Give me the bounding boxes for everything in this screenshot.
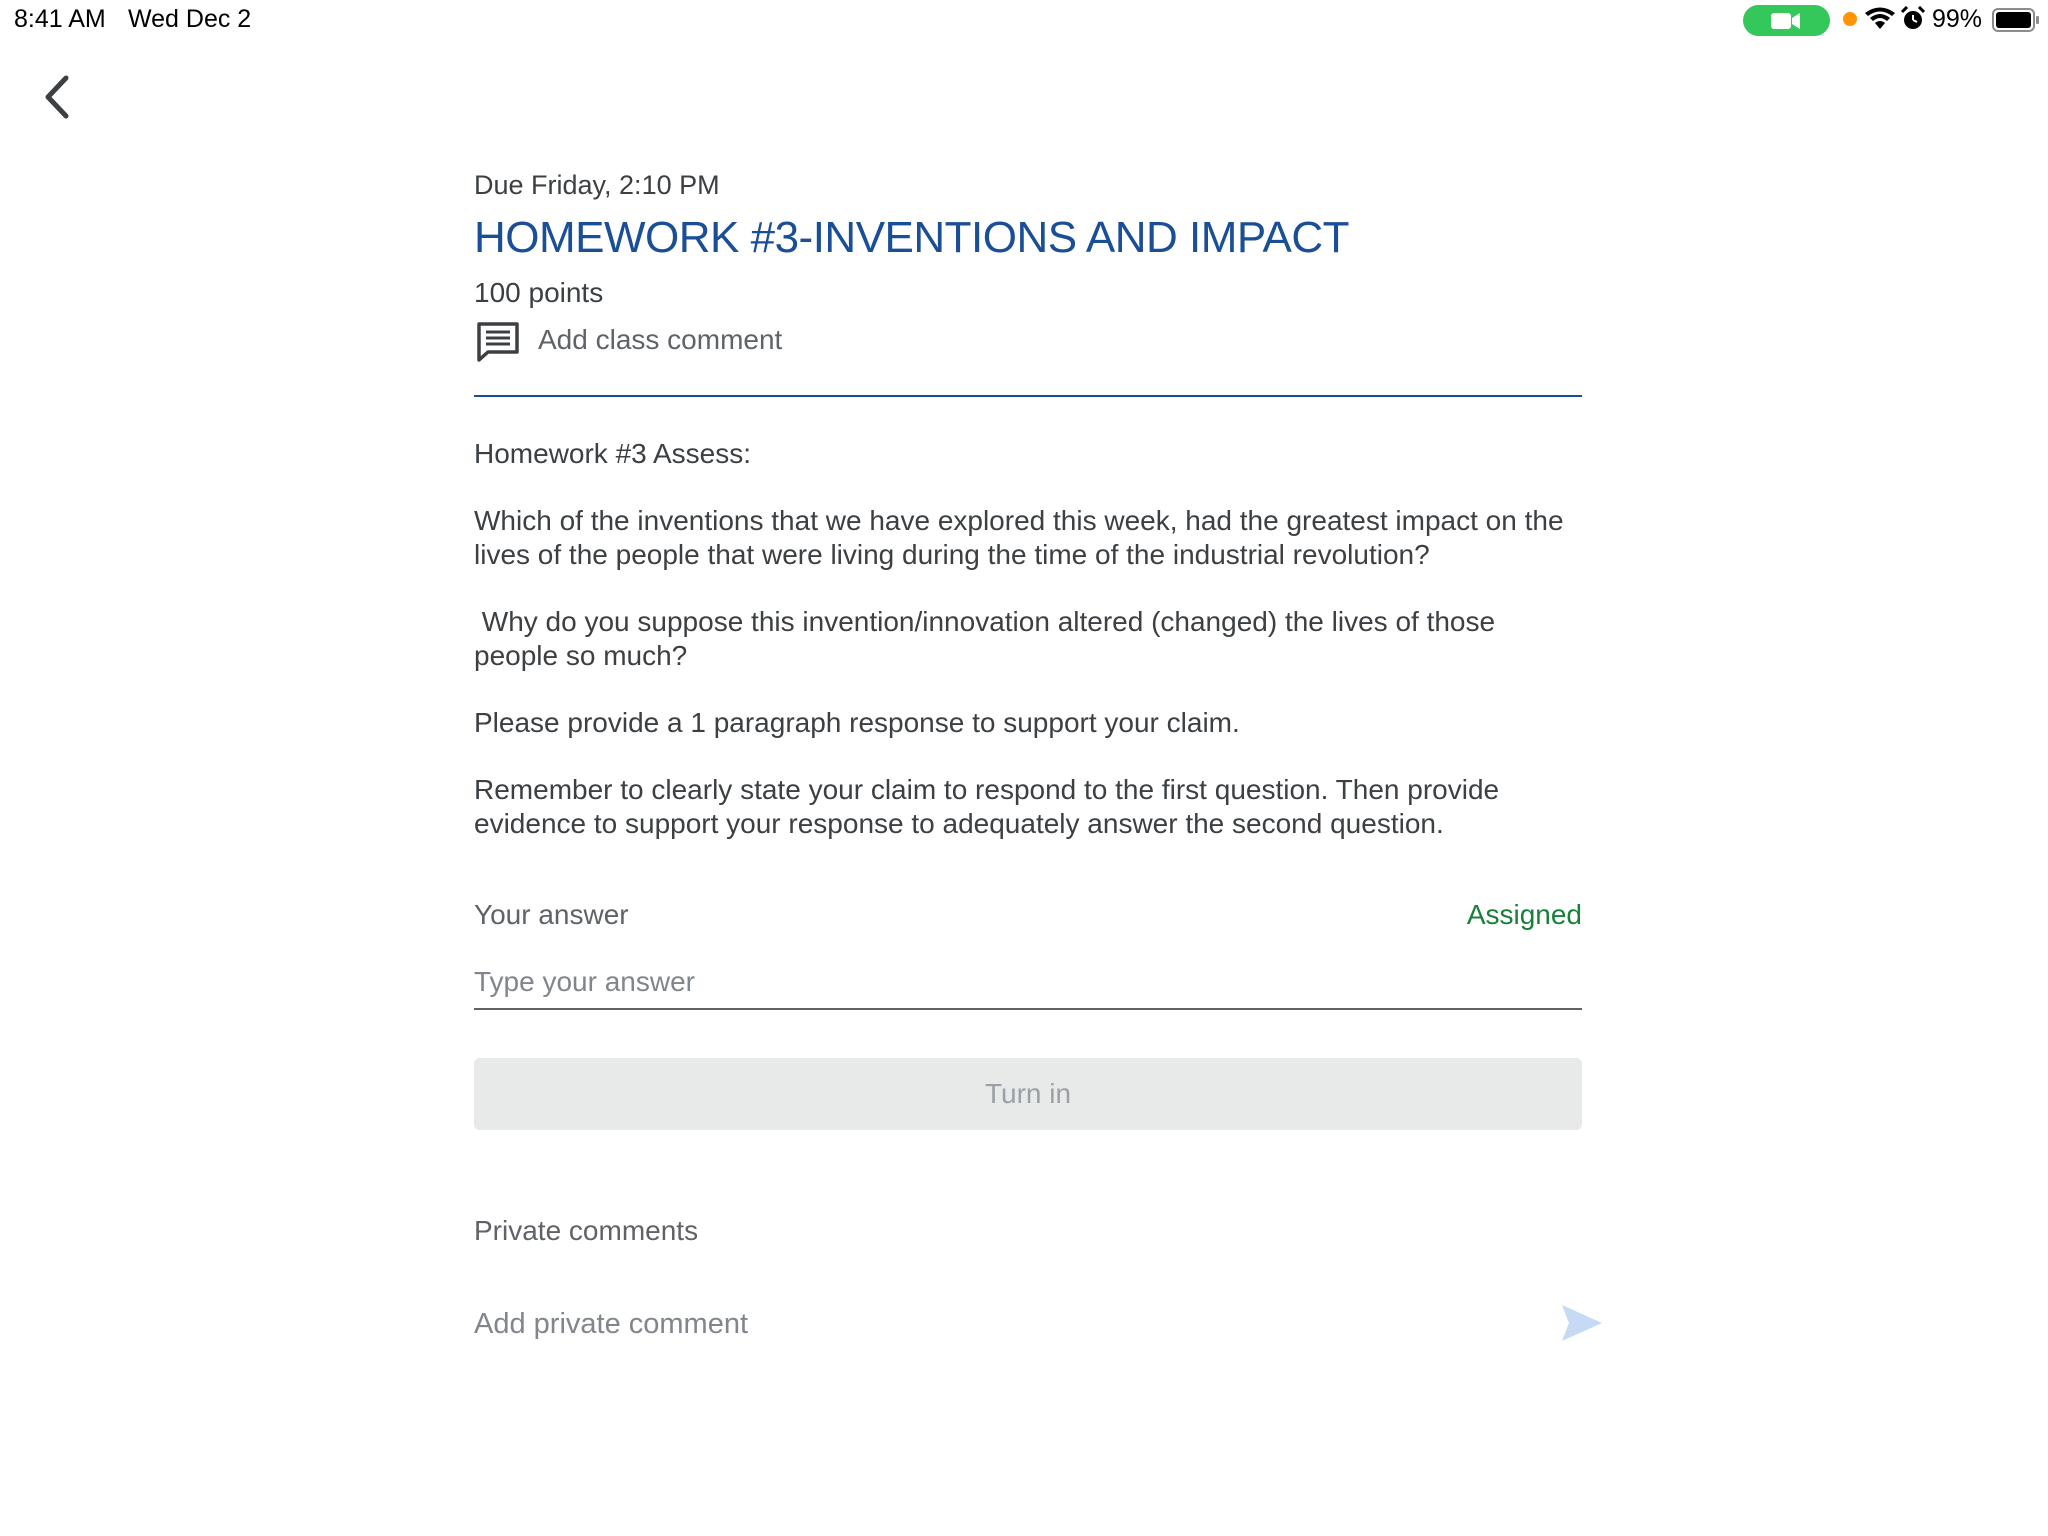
orange-dot-indicator — [1843, 12, 1857, 26]
private-comment-input[interactable] — [474, 1302, 1504, 1346]
status-bar — [0, 0, 2048, 40]
status-date: Wed Dec 2 — [128, 5, 252, 33]
send-icon — [1560, 1303, 1604, 1343]
description-paragraph: Please provide a 1 paragraph response to support your claim. — [474, 707, 1240, 738]
alarm-icon — [1901, 6, 1925, 32]
chevron-left-icon — [38, 72, 78, 122]
divider — [474, 395, 1582, 397]
assignment-title: HOMEWORK #3-INVENTIONS AND IMPACT — [474, 213, 1349, 262]
comment-icon — [476, 321, 520, 363]
status-badge: Assigned — [1466, 899, 1582, 930]
due-date: Due Friday, 2:10 PM — [474, 170, 720, 200]
add-class-comment-button[interactable] — [474, 318, 874, 362]
add-class-comment-label: Add class comment — [538, 324, 783, 355]
description-paragraph: Which of the inventions that we have explored this week, had the greatest impact on the lives of the people that were living during the time of the industrial revolution? — [474, 505, 1572, 570]
answer-input[interactable] — [474, 956, 1582, 1010]
your-answer-label: Your answer — [474, 899, 629, 930]
send-comment-button[interactable] — [1560, 1303, 1604, 1343]
video-camera-icon — [1743, 5, 1830, 36]
assignment-description — [474, 437, 1582, 874]
description-paragraph: Remember to clearly state your claim to respond to the first question. Then provide evidence to support your response to adequately answer the second question. — [474, 774, 1507, 839]
turn-in-button[interactable]: Turn in — [474, 1058, 1582, 1130]
private-comments-label: Private comments — [474, 1215, 699, 1246]
battery-percent: 99% — [1932, 5, 1983, 33]
description-paragraph: Why do you suppose this invention/innovation altered (changed) the lives of those people so much? — [474, 606, 1503, 671]
wifi-icon — [1865, 7, 1895, 31]
assignment-points: 100 points — [474, 277, 604, 308]
description-paragraph: Homework #3 Assess: — [474, 438, 751, 469]
status-time: 8:41 AM — [14, 5, 106, 33]
back-button[interactable] — [38, 72, 78, 122]
battery-icon — [1992, 8, 2040, 32]
